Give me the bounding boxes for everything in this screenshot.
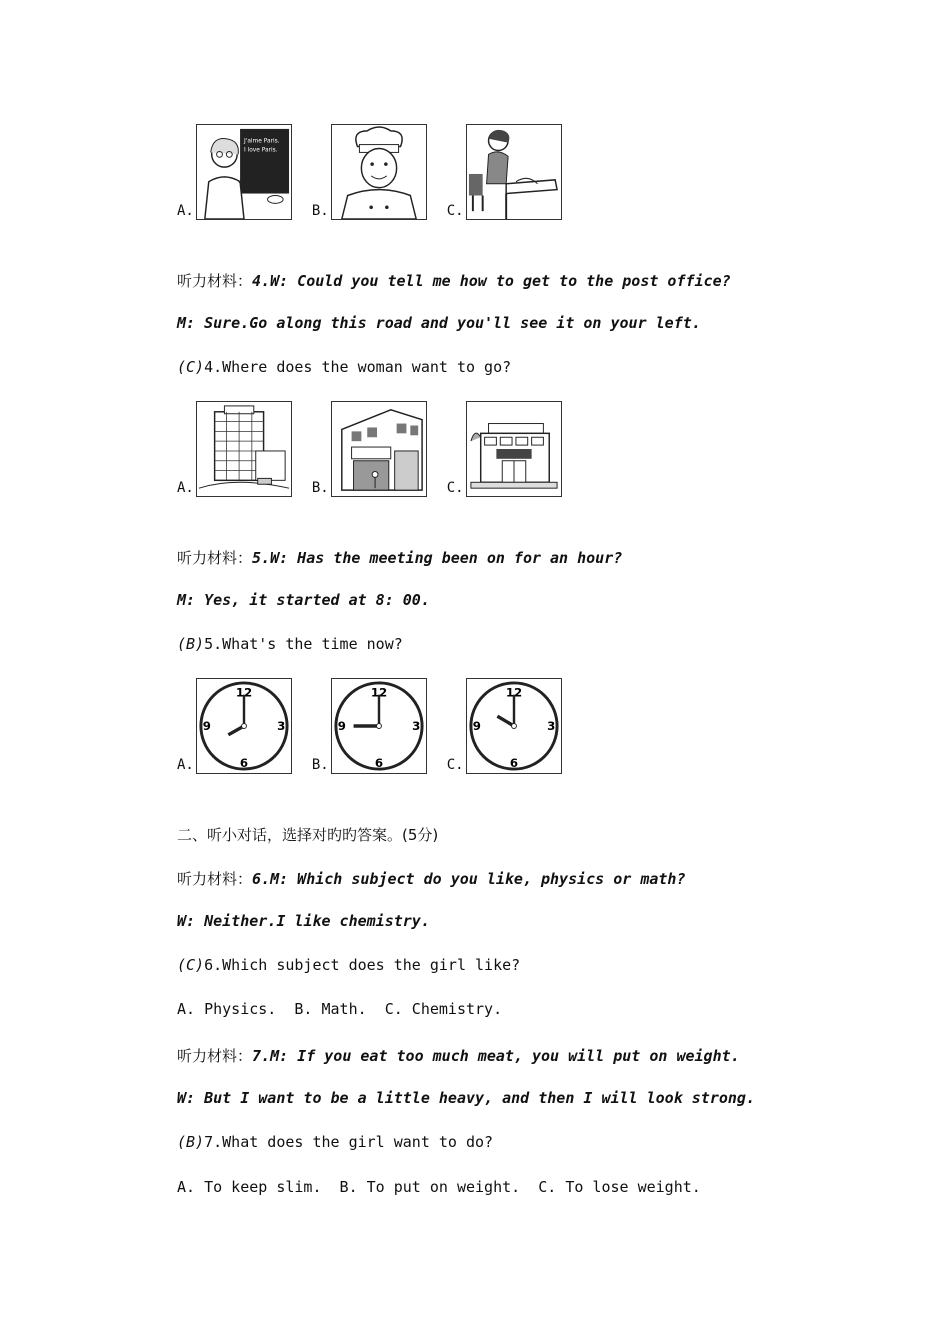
script-line: 6.M: Which subject do you like, physics or math? <box>252 870 686 888</box>
script-line: M: Yes, it started at 8: 00. <box>177 591 430 609</box>
q5-script-man <box>177 591 430 609</box>
clock-picture <box>196 678 292 774</box>
script-line: W: But I want to be a little heavy, and then I will look strong. <box>177 1089 755 1107</box>
option-label: B. <box>311 480 329 496</box>
options-text: A. To keep slim. B. To put on weight. C. To lose weight. <box>177 1178 701 1196</box>
script-line: M: Sure.Go along this road and you'll see it on your left. <box>177 314 701 332</box>
svg-text:12: 12 <box>505 685 522 700</box>
q5-options-row <box>177 678 582 774</box>
q4-question <box>177 358 511 376</box>
script-label: 听力材料： <box>177 549 253 567</box>
q7-script-woman <box>177 1089 755 1107</box>
svg-text:J'aime Paris.: J'aime Paris. <box>243 138 280 145</box>
clock-picture <box>331 678 427 774</box>
teacher-picture <box>196 124 292 220</box>
q5-option-b[interactable] <box>312 678 427 774</box>
script-line: 7.M: If you eat too much meat, you will put on weight. <box>252 1047 740 1065</box>
q4-option-a[interactable] <box>177 401 292 497</box>
q4-script-woman <box>177 270 731 291</box>
section-2-heading <box>177 824 438 845</box>
q4-script-man <box>177 314 701 332</box>
answer-mark: (C) <box>177 358 205 376</box>
q4-options-row <box>177 401 582 497</box>
q6-options[interactable] <box>177 1000 502 1018</box>
clock-picture <box>466 678 562 774</box>
q6-script-man <box>177 868 686 889</box>
svg-text:I love Paris.: I love Paris. <box>243 147 278 154</box>
painter-picture <box>466 124 562 220</box>
svg-text:9: 9 <box>472 718 481 733</box>
q6-script-woman <box>177 912 430 930</box>
option-label: C. <box>446 480 464 496</box>
options-text: A. Physics. B. Math. C. Chemistry. <box>177 1000 503 1018</box>
script-label: 听力材料： <box>177 1047 253 1065</box>
svg-text:12: 12 <box>370 685 387 700</box>
option-label: A. <box>177 757 194 773</box>
chef-picture <box>331 124 427 220</box>
option-label: C. <box>446 757 464 773</box>
q3-option-c[interactable] <box>447 124 562 220</box>
option-label: B. <box>311 757 329 773</box>
svg-text:3: 3 <box>276 718 286 733</box>
question-text: 4.Where does the woman want to go? <box>204 358 512 376</box>
question-text: 5.What's the time now? <box>204 635 403 653</box>
script-label: 听力材料： <box>177 272 253 290</box>
script-label: 听力材料： <box>177 870 253 888</box>
q7-question <box>177 1133 493 1151</box>
svg-text:6: 6 <box>239 756 248 771</box>
q5-option-a[interactable] <box>177 678 292 774</box>
option-label: C. <box>446 203 464 219</box>
q3-options-row <box>177 124 582 220</box>
section-heading: 二、听小对话，选择对旳旳答案。(5分) <box>177 826 439 844</box>
post-office-picture <box>466 401 562 497</box>
answer-mark: (C) <box>177 956 205 974</box>
svg-text:6: 6 <box>374 756 383 771</box>
script-line: 4.W: Could you tell me how to get to the post office? <box>252 272 731 290</box>
svg-text:9: 9 <box>337 718 346 733</box>
svg-text:3: 3 <box>546 718 555 733</box>
q4-option-b[interactable] <box>312 401 427 497</box>
svg-text:6: 6 <box>509 756 518 771</box>
q5-option-c[interactable] <box>447 678 562 774</box>
option-label: A. <box>177 480 194 496</box>
q6-question <box>177 956 520 974</box>
bank-building-picture <box>331 401 427 497</box>
q5-question <box>177 635 403 653</box>
q7-options[interactable] <box>177 1178 701 1196</box>
svg-text:9: 9 <box>202 718 211 733</box>
option-label: A. <box>177 203 194 219</box>
q7-script-man <box>177 1045 740 1066</box>
q3-option-b[interactable] <box>312 124 427 220</box>
svg-text:3: 3 <box>411 718 421 733</box>
svg-text:12: 12 <box>235 685 253 700</box>
script-line: 5.W: Has the meeting been on for an hour? <box>252 549 623 567</box>
script-line: W: Neither.I like chemistry. <box>177 912 430 930</box>
answer-mark: (B) <box>177 1133 205 1151</box>
q3-option-a[interactable] <box>177 124 292 220</box>
question-text: 7.What does the girl want to do? <box>204 1133 494 1151</box>
question-text: 6.Which subject does the girl like? <box>204 956 521 974</box>
option-label: B. <box>311 203 329 219</box>
q4-option-c[interactable] <box>447 401 562 497</box>
q5-script-woman <box>177 547 622 568</box>
answer-mark: (B) <box>177 635 205 653</box>
hospital-building-picture <box>196 401 292 497</box>
